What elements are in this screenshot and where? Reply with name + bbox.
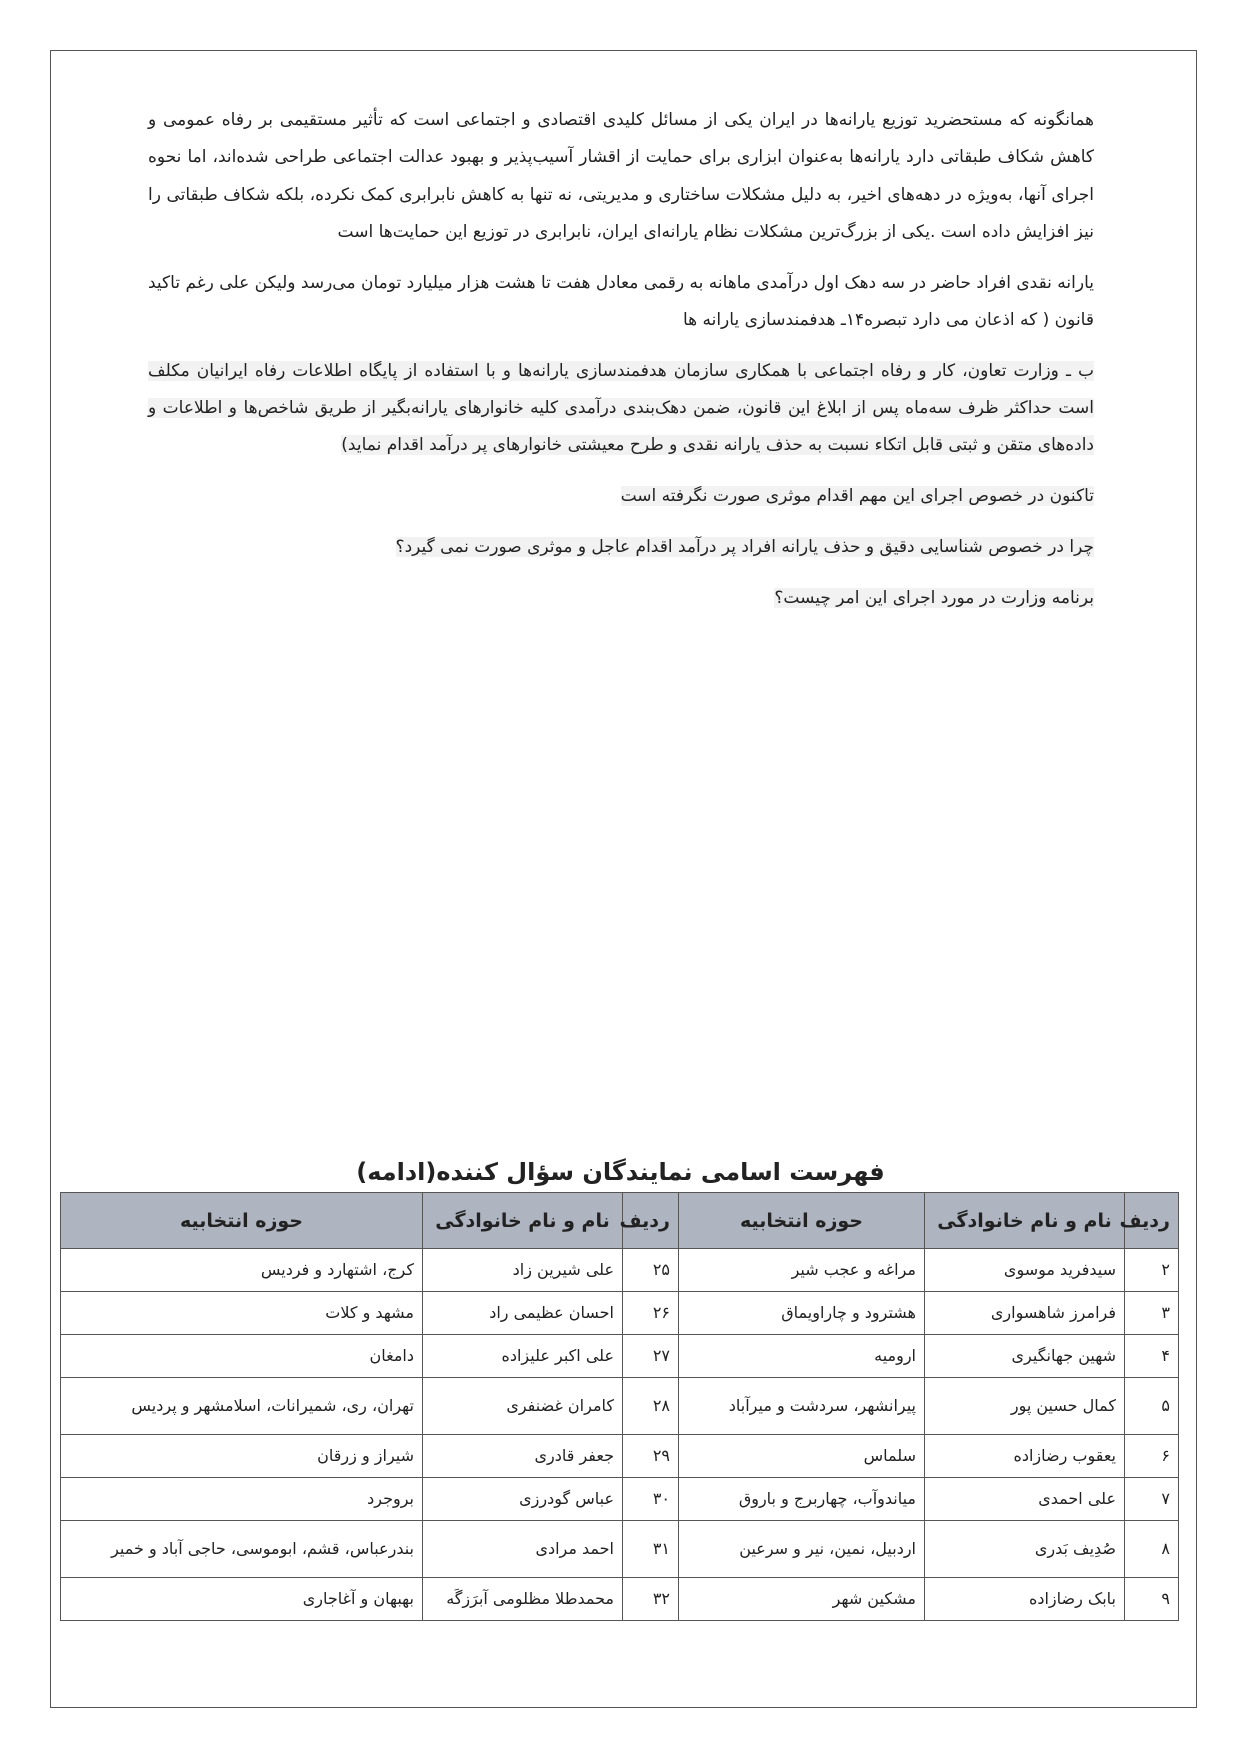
table-row — [61, 1335, 1179, 1378]
row-number: ۲۷ — [623, 1335, 679, 1378]
row-number: ۲۸ — [623, 1378, 679, 1435]
rep-name: بابک رضازاده — [925, 1578, 1125, 1621]
table-row — [61, 1521, 1179, 1578]
row-number: ۲۹ — [623, 1435, 679, 1478]
rep-name: محمدطلا مظلومی آبرَزگَه — [423, 1578, 623, 1621]
constituency: بروجرد — [61, 1478, 423, 1521]
header-constituency: حوزه انتخابیه — [61, 1193, 423, 1249]
row-number: ۷ — [1125, 1478, 1179, 1521]
header-row-number: ردیف — [623, 1193, 679, 1249]
header-full-name: نام و نام خانوادگی — [925, 1193, 1125, 1249]
letter-body — [148, 102, 1094, 631]
constituency: بهبهان و آغاجاری — [61, 1578, 423, 1621]
constituency: میاندوآب، چهاربرج و باروق — [679, 1478, 925, 1521]
constituency: هشترود و چاراویماق — [679, 1292, 925, 1335]
row-number: ۳۲ — [623, 1578, 679, 1621]
constituency: مراغه و عجب شیر — [679, 1249, 925, 1292]
rep-name: عباس گودرزی — [423, 1478, 623, 1521]
row-number: ۲۵ — [623, 1249, 679, 1292]
constituency: سلماس — [679, 1435, 925, 1478]
row-number: ۸ — [1125, 1521, 1179, 1578]
header-constituency: حوزه انتخابیه — [679, 1193, 925, 1249]
rep-name: احمد مرادی — [423, 1521, 623, 1578]
table-row — [61, 1292, 1179, 1335]
paragraph — [148, 102, 1094, 251]
table-row — [61, 1249, 1179, 1292]
rep-name: سیدفرید موسوی — [925, 1249, 1125, 1292]
paragraph-text: تاکنون در خصوص اجرای این مهم اقدام موثری صورت نگرفته است — [620, 486, 1094, 507]
paragraph — [148, 478, 1094, 515]
row-number: ۶ — [1125, 1435, 1179, 1478]
table-title: فهرست اسامی نمایندگان سؤال کننده(ادامه) — [356, 1158, 885, 1186]
constituency: مشکین شهر — [679, 1578, 925, 1621]
rep-name: علی شیرین زاد — [423, 1249, 623, 1292]
constituency: دامغان — [61, 1335, 423, 1378]
rep-name: احسان عظیمی راد — [423, 1292, 623, 1335]
row-number: ۵ — [1125, 1378, 1179, 1435]
rep-name: علی اکبر علیزاده — [423, 1335, 623, 1378]
paragraph-text: چرا در خصوص شناسایی دقیق و حذف یارانه افراد پر درآمد اقدام عاجل و موثری صورت نمی گیرد؟ — [395, 537, 1094, 558]
constituency: پیرانشهر، سردشت و میرآباد — [679, 1378, 925, 1435]
question-paragraph — [148, 580, 1094, 617]
table-row — [61, 1478, 1179, 1521]
table-row — [61, 1435, 1179, 1478]
rep-name: کمال حسین پور — [925, 1378, 1125, 1435]
header-full-name: نام و نام خانوادگی — [423, 1193, 623, 1249]
representatives-table — [60, 1192, 1179, 1621]
paragraph-text: یارانه نقدی افراد حاضر در سه دهک اول درآمدی ماهانه به رقمی معادل هفت تا هشت هزار میلیارد تومان می‌رسد ولیکن علی رغم تاکید قانون ( که اذعان می دارد تبصره۱۴ـ هدفمندسازی یارانه ها — [148, 273, 1094, 331]
constituency: کرج، اشتهارد و فردیس — [61, 1249, 423, 1292]
constituency: مشهد و کلات — [61, 1292, 423, 1335]
row-number: ۳ — [1125, 1292, 1179, 1335]
question-paragraph — [148, 529, 1094, 566]
constituency: شیراز و زرقان — [61, 1435, 423, 1478]
paragraph-text: همانگونه که مستحضرید توزیع یارانه‌ها در ایران یکی از مسائل کلیدی اقتصادی و اجتماعی است که تأثیر مستقیمی بر رفاه عمومی و کاهش شکاف طبقاتی دارد یارانه‌ها به‌عنوان ابزاری برای حمایت از اقشار آسیب‌پذیر و بهبود عدالت اجتماعی طراحی شده‌اند، اما نحوه اجرای آنها، به‌ویژه در دهه‌های اخیر، به دلیل مشکلات ساختاری و مدیریتی، نه تنها به کاهش نابرابری کمک نکرده، بلکه شکاف طبقاتی را نیز افزایش داده است .یکی از بزرگ‌ترین مشکلات نظام یارانه‌ای ایران، نابرابری در توزیع این حمایت‌ها است — [148, 110, 1094, 242]
rep-name: شهین جهانگیری — [925, 1335, 1125, 1378]
row-number: ۲ — [1125, 1249, 1179, 1292]
constituency: اردبیل، نمین، نیر و سرعین — [679, 1521, 925, 1578]
header-row-number: ردیف — [1125, 1193, 1179, 1249]
paragraph-text: برنامه وزارت در مورد اجرای این امر چیست؟ — [774, 588, 1094, 609]
row-number: ۳۱ — [623, 1521, 679, 1578]
rep-name: علی احمدی — [925, 1478, 1125, 1521]
paragraph — [148, 265, 1094, 339]
paragraph-text: ب ـ وزارت تعاون، کار و رفاه اجتماعی با همکاری سازمان هدفمندسازی یارانه‌ها و با استفاده از پایگاه اطلاعات رفاه ایرانیان مکلف است حداکثر ظرف سه‌ماه پس از ابلاغ این قانون، ضمن دهک‌بندی درآمدی کلیه خانوارهای یارانه‌بگیر از طریق شاخص‌ها و اطلاعات و داده‌های متقن و ثبتی قابل اتکاء نسبت به حذف یارانه نقدی و طرح معیشتی خانوارهای پر درآمد اقدام نماید) — [148, 361, 1094, 456]
table-row — [61, 1378, 1179, 1435]
constituency: ارومیه — [679, 1335, 925, 1378]
rep-name: یعقوب رضازاده — [925, 1435, 1125, 1478]
paragraph-law-quote — [148, 353, 1094, 464]
table-header-row — [61, 1193, 1179, 1249]
row-number: ۹ — [1125, 1578, 1179, 1621]
row-number: ۳۰ — [623, 1478, 679, 1521]
row-number: ۲۶ — [623, 1292, 679, 1335]
rep-name: کامران غضنفری — [423, 1378, 623, 1435]
rep-name: صُدِیف بَدری — [925, 1521, 1125, 1578]
constituency: بندرعباس، قشم، ابوموسی، حاجی آباد و خمیر — [61, 1521, 423, 1578]
row-number: ۴ — [1125, 1335, 1179, 1378]
rep-name: جعفر قادری — [423, 1435, 623, 1478]
constituency: تهران، ری، شمیرانات، اسلامشهر و پردیس — [61, 1378, 423, 1435]
table-row — [61, 1578, 1179, 1621]
rep-name: فرامرز شاهسواری — [925, 1292, 1125, 1335]
